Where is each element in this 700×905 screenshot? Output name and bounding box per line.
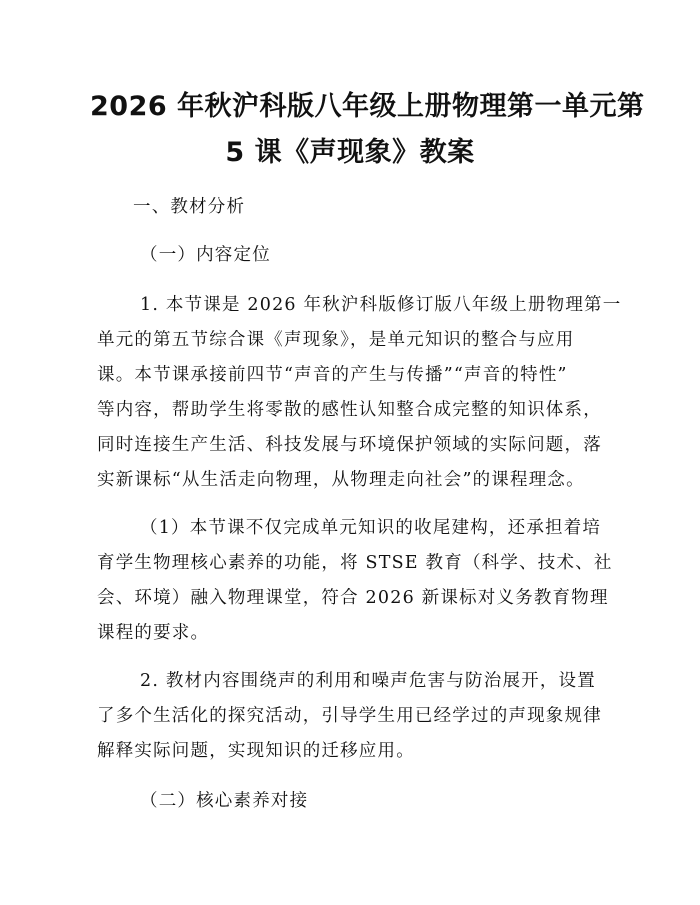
subsection-heading-core-literacy: （二）核心素养对接: [140, 791, 309, 811]
paragraph-2-line-1: （1）本节课不仅完成单元知识的收尾建构，还承担着培: [140, 518, 602, 538]
paragraph-3-line-2: 了多个生活化的探究活动，引导学生用已经学过的声现象规律: [97, 706, 602, 726]
paragraph-1-line-2: 单元的第五节综合课《声现象》，是单元知识的整合与应用: [97, 330, 575, 350]
subsection-heading-content-positioning: （一）内容定位: [140, 245, 271, 265]
paragraph-2-line-3: 会、环境）融入物理课堂，符合 2026 新课标对义务教育物理: [97, 588, 609, 608]
paragraph-1-line-1: 1. 本节课是 2026 年秋沪科版修订版八年级上册物理第一: [140, 295, 622, 315]
paragraph-1-line-4: 等内容，帮助学生将零散的感性认知整合成完整的知识体系，: [97, 400, 602, 420]
paragraph-1-line-6: 实新课标“从生活走向物理，从物理走向社会”的课程理念。: [97, 470, 585, 490]
document-title-line-1: 2026 年秋沪科版八年级上册物理第一单元第: [90, 91, 645, 122]
section-heading-teaching-material-analysis: 一、教材分析: [133, 197, 246, 217]
document-title-line-2: 5 课《声现象》教案: [225, 137, 475, 168]
paragraph-1-line-5: 同时连接生产生活、科技发展与环境保护领域的实际问题，落: [97, 435, 602, 455]
paragraph-3-line-1: 2. 教材内容围绕声的利用和噪声危害与防治展开，设置: [140, 671, 596, 691]
paragraph-2-line-2: 育学生物理核心素养的功能，将 STSE 教育（科学、技术、社: [97, 553, 613, 573]
paragraph-3-line-3: 解释实际问题，实现知识的迁移应用。: [97, 741, 415, 761]
paragraph-2-line-4: 课程的要求。: [97, 623, 210, 643]
paragraph-1-line-3: 课。本节课承接前四节“声音的产生与传播”“声音的特性”: [97, 365, 568, 385]
